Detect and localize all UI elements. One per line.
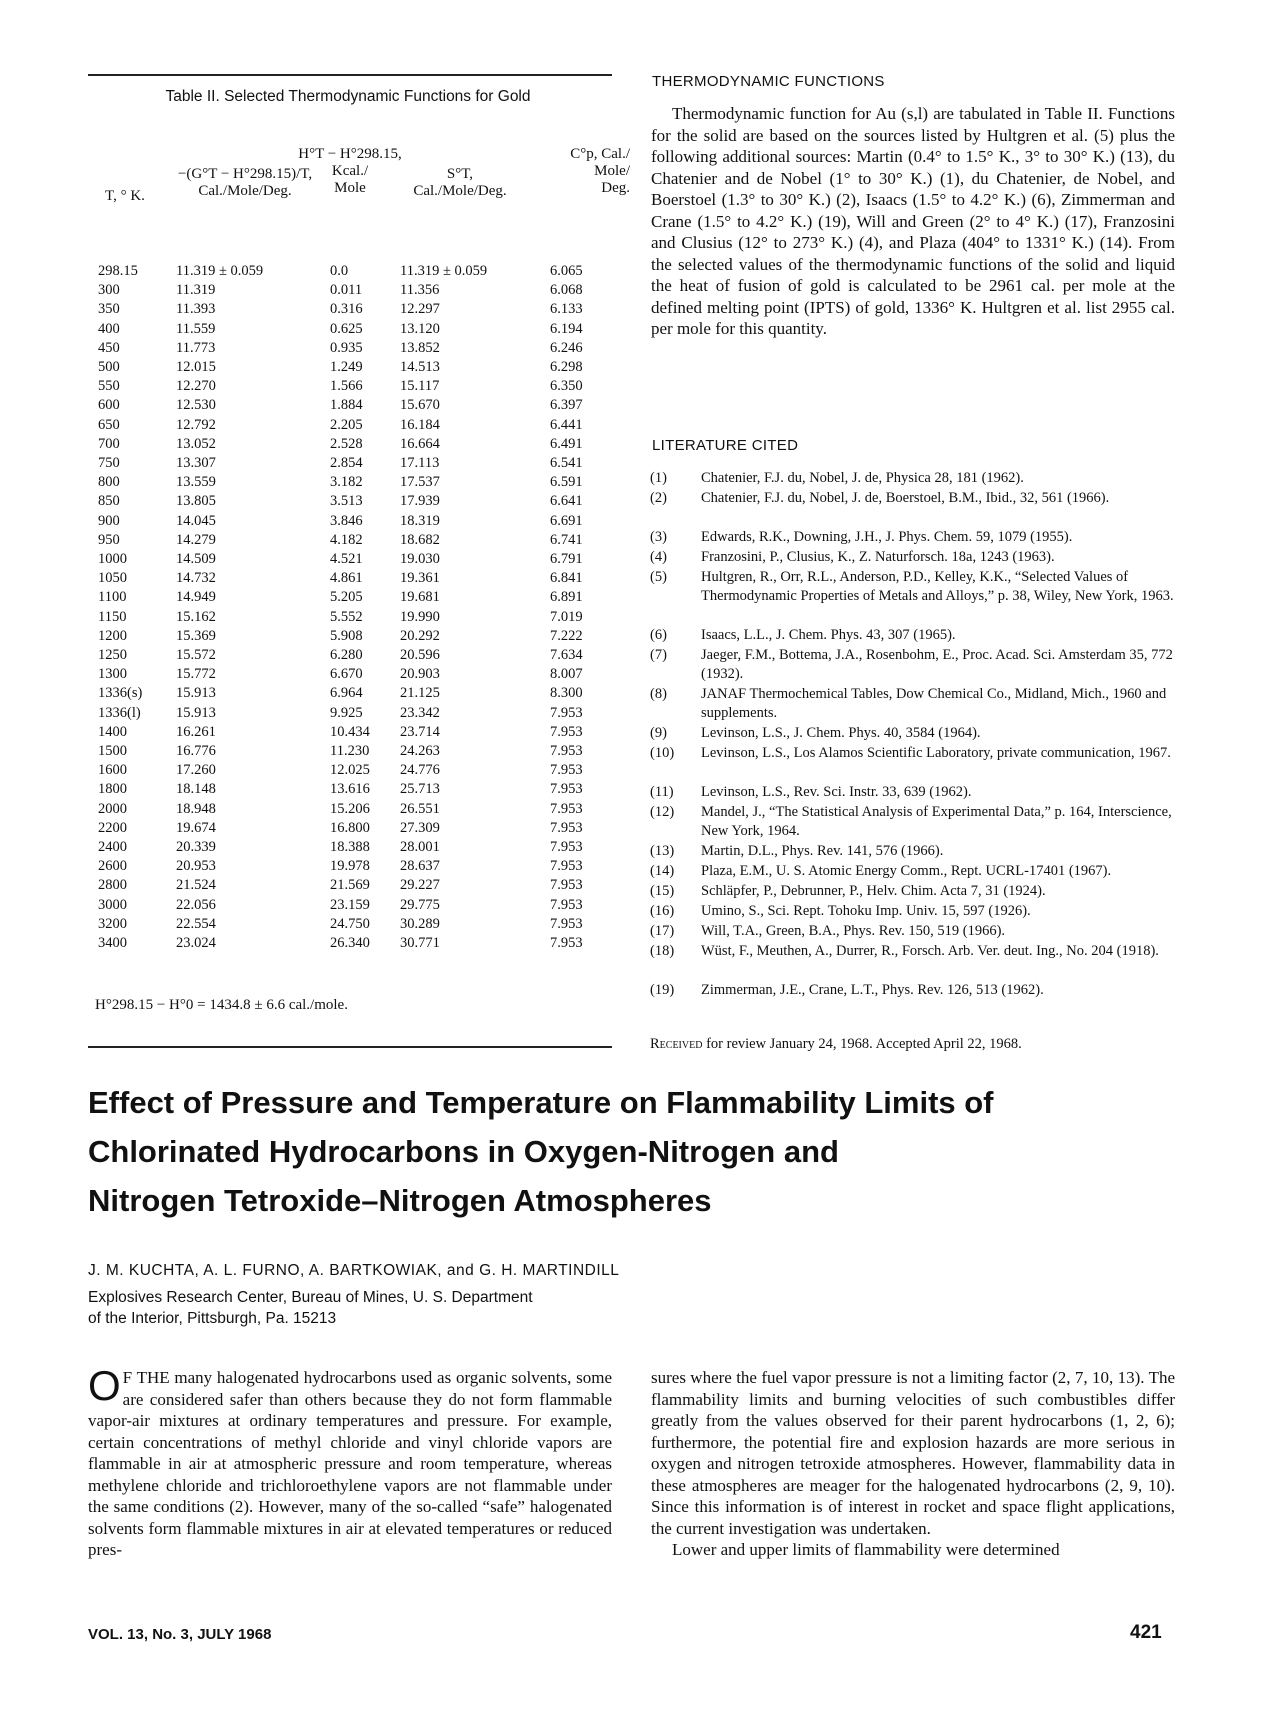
body-right-paragraph-2: Lower and upper limits of flammability were determined xyxy=(672,1540,1060,1559)
table-row xyxy=(0,838,700,857)
table-row xyxy=(0,492,700,511)
table-cell: 6.741 xyxy=(550,531,583,548)
table-row xyxy=(0,569,700,588)
table-cell: 11.319 ± 0.059 xyxy=(176,263,264,279)
table-cell: 1000 xyxy=(98,551,127,567)
thermo-heading: THERMODYNAMIC FUNCTIONS xyxy=(652,73,885,90)
received-text: for review January 24, 1968. Accepted April 22, 1968. xyxy=(706,1036,1022,1052)
table-cell: 12.530 xyxy=(176,397,216,414)
table-cell: 2600 xyxy=(98,858,127,875)
table-cell: 7.953 xyxy=(550,704,583,721)
page-number: 421 xyxy=(1130,1622,1162,1643)
table-row xyxy=(0,800,700,819)
table-row xyxy=(0,857,700,876)
table-cell: 6.065 xyxy=(550,263,583,279)
table-cell: 6.691 xyxy=(550,512,583,529)
table-cell: 11.393 xyxy=(176,301,216,318)
reference-number: (5) xyxy=(650,569,667,585)
table-cell: 18.682 xyxy=(400,531,440,548)
reference-number: (10) xyxy=(650,745,675,761)
table-cell: 450 xyxy=(98,339,120,356)
table-cell: 19.978 xyxy=(330,858,370,875)
table-cell: 26.551 xyxy=(400,800,440,817)
table-cell: 3000 xyxy=(98,896,127,913)
table-row xyxy=(0,531,700,550)
reference-text: Umino, S., Sci. Rept. Tohoku Imp. Univ. 15, 597 (1926). xyxy=(701,903,1031,919)
table-cell: 16.776 xyxy=(176,743,216,759)
table-cell: 3.182 xyxy=(330,474,363,491)
reference-number: (18) xyxy=(650,943,675,959)
table-cell: 14.732 xyxy=(176,570,216,587)
table-row xyxy=(0,435,700,454)
reference-text: Jaeger, F.M., Bottema, J.A., Rosenbohm, E., Proc. Acad. Sci. Amsterdam 35, 772 (1932). xyxy=(701,647,1173,682)
table-cell: 17.113 xyxy=(400,455,440,471)
table-cell: 24.263 xyxy=(400,743,440,759)
table-cell: 2800 xyxy=(98,877,127,894)
affiliation: Explosives Research Center, Bureau of Mines, U. S. Department of the Interior, Pittsburgh, Pa. 15213 xyxy=(88,1289,533,1327)
received-note xyxy=(650,1036,1175,1053)
table-cell: 700 xyxy=(98,435,120,452)
reference-number: (6) xyxy=(650,627,667,643)
table-cell: 6.891 xyxy=(550,589,583,606)
table-cell: 3200 xyxy=(98,915,127,932)
table-cell: 7.222 xyxy=(550,627,583,644)
table-cell: 2200 xyxy=(98,819,127,836)
table-cell: 30.289 xyxy=(400,915,440,932)
received-label: Received xyxy=(650,1036,703,1052)
reference-text: Hultgren, R., Orr, R.L., Anderson, P.D., Kelley, K.K., “Selected Values of Thermodynamic Properties of Metals and Alloys,” p. 38, Wiley, New York, 1963. xyxy=(701,569,1174,604)
table-cell: 17.537 xyxy=(400,474,440,491)
table-row xyxy=(0,723,700,742)
header-enthalpy: H°T − H°298.15, Kcal./ Mole xyxy=(298,146,402,196)
reference-text: Will, T.A., Green, B.A., Phys. Rev. 150, 519 (1966). xyxy=(701,923,1006,939)
table-cell: 24.750 xyxy=(330,915,370,932)
table-cell: 900 xyxy=(98,512,120,529)
table-cell: 20.953 xyxy=(176,858,216,875)
reference-number: (11) xyxy=(650,784,674,800)
reference-number: (1) xyxy=(650,470,667,486)
table-cell: 500 xyxy=(98,359,120,375)
table-cell: 5.908 xyxy=(330,627,363,644)
journal-issue: VOL. 13, No. 3, JULY 1968 xyxy=(88,1626,272,1643)
table-row xyxy=(0,915,700,934)
reference-text: Plaza, E.M., U. S. Atomic Energy Comm., Rept. UCRL-17401 (1967). xyxy=(701,863,1112,879)
table-row xyxy=(0,896,700,915)
table-cell: 7.634 xyxy=(550,647,583,663)
table-cell: 3.513 xyxy=(330,493,363,510)
reference-text: Zimmerman, J.E., Crane, L.T., Phys. Rev. 126, 513 (1962). xyxy=(701,982,1044,998)
reference-number: (3) xyxy=(650,529,667,545)
reference-text: Edwards, R.K., Downing, J.H., J. Phys. Chem. 59, 1079 (1955). xyxy=(701,529,1073,545)
table-row xyxy=(0,761,700,780)
reference-text: Levinson, L.S., Rev. Sci. Instr. 33, 639 (1962). xyxy=(701,784,972,800)
reference-number: (12) xyxy=(650,804,675,820)
table-cell: 1300 xyxy=(98,666,127,683)
table-cell: 1400 xyxy=(98,723,127,740)
table-cell: 17.260 xyxy=(176,762,216,779)
table-cell: 6.670 xyxy=(330,666,363,683)
table-row xyxy=(0,550,700,569)
table-cell: 4.861 xyxy=(330,570,363,587)
table-cell: 7.953 xyxy=(550,935,583,951)
table-cell: 600 xyxy=(98,397,120,414)
table-cell: 12.792 xyxy=(176,416,216,433)
table-cell: 13.052 xyxy=(176,435,216,452)
table-cell: 6.194 xyxy=(550,320,583,337)
table-cell: 800 xyxy=(98,474,120,491)
table-cell: 16.261 xyxy=(176,723,216,740)
header-entropy: S°T, Cal./Mole/Deg. xyxy=(413,166,507,199)
body-right-paragraph-1: sures where the fuel vapor pressure is not a limiting factor (2, 7, 10, 13). The flammability limits and burning velocities of such combustibles differ greatly from the values observed for their parent hydrocarbons (1, 2, 6); furthermore, the potential fire and explosion hazards are more serious in oxygen and nitrogen tetroxide atmospheres. However, flammability data in these atmospheres are meager for the halogenated hydrocarbons (2, 9, 10). Since this information is of interest in rocket and space flight applications, the current investigation was undertaken. xyxy=(651,1368,1175,1538)
table-cell: 16.800 xyxy=(330,819,370,836)
table-row xyxy=(0,358,700,377)
table-cell: 15.117 xyxy=(400,378,440,395)
table-cell: 6.280 xyxy=(330,647,363,663)
header-heat-capacity: C°p, Cal./ Mole/ Deg. xyxy=(570,146,630,196)
table-row xyxy=(0,473,700,492)
table-cell: 28.637 xyxy=(400,858,440,875)
table-cell: 13.616 xyxy=(330,781,370,798)
table-cell: 2000 xyxy=(98,800,127,817)
table-cell: 28.001 xyxy=(400,839,440,855)
table-footnote: H°298.15 − H°0 = 1434.8 ± 6.6 cal./mole. xyxy=(95,997,348,1013)
table-cell: 11.773 xyxy=(176,339,216,356)
table-cell: 7.953 xyxy=(550,858,583,875)
reference-number: (13) xyxy=(650,843,675,859)
table-cell: 18.148 xyxy=(176,781,216,798)
table-cell: 3.846 xyxy=(330,512,363,529)
table-cell: 9.925 xyxy=(330,704,363,721)
table-row xyxy=(0,646,700,665)
table-cell: 21.569 xyxy=(330,877,370,894)
table-cell: 650 xyxy=(98,416,120,433)
reference-number: (17) xyxy=(650,923,675,939)
reference-text: JANAF Thermochemical Tables, Dow Chemical Co., Midland, Mich., 1960 and supplements. xyxy=(701,686,1167,721)
table-cell: 29.775 xyxy=(400,896,440,913)
table-cell: 14.513 xyxy=(400,359,440,375)
table-row xyxy=(0,262,700,281)
table-cell: 11.319 ± 0.059 xyxy=(400,263,488,279)
table-cell: 7.953 xyxy=(550,915,583,932)
table-row xyxy=(0,742,700,761)
table-cell: 19.361 xyxy=(400,570,440,587)
table-cell: 6.246 xyxy=(550,339,583,356)
table-cell: 1336(s) xyxy=(98,685,143,702)
reference-text: Mandel, J., “The Statistical Analysis of Experimental Data,” p. 164, Interscience, New York, 1964. xyxy=(701,804,1172,839)
table-cell: 23.159 xyxy=(330,896,370,913)
table-cell: 13.559 xyxy=(176,474,216,491)
table-cell: 1.884 xyxy=(330,397,363,414)
table-cell: 7.953 xyxy=(550,781,583,798)
table-cell: 17.939 xyxy=(400,493,440,510)
table-cell: 20.292 xyxy=(400,627,440,644)
table-row xyxy=(0,512,700,531)
reference-text: Isaacs, L.L., J. Chem. Phys. 43, 307 (1965). xyxy=(701,627,956,643)
table-cell: 11.356 xyxy=(400,282,440,299)
table-cell: 22.056 xyxy=(176,896,216,913)
table-cell: 14.279 xyxy=(176,531,216,548)
table-cell: 1500 xyxy=(98,743,127,759)
table-cell: 27.309 xyxy=(400,819,440,836)
table-cell: 300 xyxy=(98,282,120,299)
table-row xyxy=(0,684,700,703)
drop-cap: O xyxy=(88,1362,121,1409)
table-cell: 7.953 xyxy=(550,839,583,855)
table-cell: 7.953 xyxy=(550,800,583,817)
table-cell: 15.572 xyxy=(176,647,216,663)
table-cell: 11.319 xyxy=(176,282,216,299)
authors: J. M. KUCHTA, A. L. FURNO, A. BARTKOWIAK, and G. H. MARTINDILL xyxy=(88,1262,620,1279)
reference-text: Martin, D.L., Phys. Rev. 141, 576 (1966). xyxy=(701,843,944,859)
table-row xyxy=(0,454,700,473)
body-left-text: F THE many halogenated hydrocarbons used as organic solvents, some are considered safer than others because they do not form flammable vapor-air mixtures at ordinary temperatures and pressure. For example, certain concentrations of methyl chloride and vinyl chloride vapors are flammable in air at atmospheric pressure and room temperature, whereas methylene chloride and trichloroethylene vapors are not flammable under the same conditions (2). However, many of the so-called “safe” halogenated solvents form flammable mixtures in air at elevated temperatures or reduced pres- xyxy=(88,1368,612,1559)
table-cell: 1336(l) xyxy=(98,704,141,721)
table-cell: 11.230 xyxy=(330,743,370,759)
table-row xyxy=(0,339,700,358)
table-cell: 18.319 xyxy=(400,512,440,529)
table-cell: 6.441 xyxy=(550,416,583,433)
table-row xyxy=(0,819,700,838)
reference-number: (8) xyxy=(650,686,667,702)
table-row xyxy=(0,416,700,435)
table-cell: 29.227 xyxy=(400,877,440,894)
reference-number: (7) xyxy=(650,647,667,663)
table-cell: 0.011 xyxy=(330,282,363,299)
reference-number: (16) xyxy=(650,903,675,919)
table-cell: 2.205 xyxy=(330,416,363,433)
bottom-left-rule xyxy=(88,1046,612,1048)
table-cell: 20.339 xyxy=(176,839,216,855)
table-row xyxy=(0,704,700,723)
table-cell: 23.024 xyxy=(176,935,216,951)
table-row xyxy=(0,665,700,684)
table-cell: 15.369 xyxy=(176,627,216,644)
reference-number: (15) xyxy=(650,883,675,899)
table-cell: 350 xyxy=(98,301,120,318)
table-cell: 5.552 xyxy=(330,608,363,625)
table-cell: 15.913 xyxy=(176,704,216,721)
table-cell: 22.554 xyxy=(176,915,216,932)
table-cell: 8.007 xyxy=(550,666,583,683)
table-cell: 26.340 xyxy=(330,935,370,951)
table-row xyxy=(0,281,700,300)
table-cell: 6.397 xyxy=(550,397,583,414)
table-cell: 10.434 xyxy=(330,723,370,740)
table-row xyxy=(0,780,700,799)
table-cell: 23.342 xyxy=(400,704,440,721)
table-row xyxy=(0,608,700,627)
table-cell: 16.664 xyxy=(400,435,440,452)
table-cell: 1150 xyxy=(98,608,127,625)
literature-heading: LITERATURE CITED xyxy=(652,437,799,454)
table-cell: 8.300 xyxy=(550,685,583,702)
table-cell: 850 xyxy=(98,493,120,510)
table-cell: 15.206 xyxy=(330,800,370,817)
reference-number: (19) xyxy=(650,982,675,998)
reference-text: Wüst, F., Meuthen, A., Durrer, R., Forsch. Arb. Ver. deut. Ing., No. 204 (1918). xyxy=(701,943,1159,959)
table-cell: 24.776 xyxy=(400,762,440,779)
table-cell: 20.596 xyxy=(400,647,440,663)
table-cell: 13.852 xyxy=(400,339,440,356)
reference-text: Schläpfer, P., Debrunner, P., Helv. Chim. Acta 7, 31 (1924). xyxy=(701,883,1046,899)
table-cell: 550 xyxy=(98,378,120,395)
table-cell: 1800 xyxy=(98,781,127,798)
table-cell: 15.913 xyxy=(176,685,216,702)
body-left-column xyxy=(88,1362,612,1561)
thermo-paragraph: Thermodynamic function for Au (s,l) are tabulated in Table II. Functions for the solid are based on the sources listed by Hultgren et al. (5) plus the following additional sources: Martin (0.4° to 1.5° K., 3° to 30° K.) (13), du Chatenier and de Nobel (1° to 30° K.) (1), du Chatenier, de Nobel, and Boerstoel (1.3° to 30° K.) (2), Isaacs (1.5° to 4.2° K.) (6), Zimmerman and Crane (1.5° to 4.2° K.) (19), Will and Green (2° to 4° K.) (17), Franzosini and Clusius (12° to 273° K.) (4), and Plaza (404° to 1331° K.) (14). From the selected values of the thermodynamic functions of the solid and liquid the heat of fusion of gold is calculated to be 2961 cal. per mole at the defined melting point (IPTS) of gold, 1336° K. Hultgren et al. list 2955 cal. per mole for this quantity. xyxy=(651,104,1175,338)
table-cell: 7.953 xyxy=(550,819,583,836)
table-cell: 14.949 xyxy=(176,589,216,606)
table-cell: 14.509 xyxy=(176,551,216,567)
table-cell: 13.307 xyxy=(176,455,216,471)
table-cell: 13.805 xyxy=(176,493,216,510)
table-cell: 3400 xyxy=(98,935,127,951)
table-cell: 5.205 xyxy=(330,589,363,606)
table-cell: 6.841 xyxy=(550,570,583,587)
table-row xyxy=(0,300,700,319)
table-row xyxy=(0,377,700,396)
header-temperature: T, ° K. xyxy=(105,188,145,204)
table-cell: 21.524 xyxy=(176,877,216,894)
reference-text: Levinson, L.S., J. Chem. Phys. 40, 3584 (1964). xyxy=(701,725,981,741)
table-cell: 6.641 xyxy=(550,493,583,510)
table-cell: 950 xyxy=(98,531,120,548)
table-cell: 6.068 xyxy=(550,282,583,299)
table-row xyxy=(0,588,700,607)
reference-text: Levinson, L.S., Los Alamos Scientific Laboratory, private communication, 1967. xyxy=(701,745,1171,761)
article-title: Effect of Pressure and Temperature on Flammability Limits of Chlorinated Hydrocarbons in Oxygen-Nitrogen and Nitrogen Tetroxide–Nitrogen Atmospheres xyxy=(88,1085,994,1218)
table-cell: 15.162 xyxy=(176,608,216,625)
table-row xyxy=(0,627,700,646)
reference-text: Chatenier, F.J. du, Nobel, J. de, Boerstoel, B.M., Ibid., 32, 561 (1966). xyxy=(701,490,1110,506)
reference-number: (9) xyxy=(650,725,667,741)
table-cell: 6.541 xyxy=(550,455,583,471)
table-cell: 6.791 xyxy=(550,551,583,567)
table-cell: 2.528 xyxy=(330,435,363,452)
table-row xyxy=(0,320,700,339)
reference-text: Franzosini, P., Clusius, K., Z. Naturforsch. 18a, 1243 (1963). xyxy=(701,549,1055,565)
table-cell: 18.388 xyxy=(330,839,370,855)
table-cell: 298.15 xyxy=(98,263,138,279)
table-row xyxy=(0,396,700,415)
table-cell: 6.298 xyxy=(550,359,583,375)
table-cell: 30.771 xyxy=(400,935,440,951)
table-cell: 25.713 xyxy=(400,781,440,798)
table-cell: 15.670 xyxy=(400,397,440,414)
reference-number: (14) xyxy=(650,863,675,879)
table-cell: 16.184 xyxy=(400,416,440,433)
table-cell: 1.566 xyxy=(330,378,363,395)
table-cell: 14.045 xyxy=(176,512,216,529)
table-cell: 1600 xyxy=(98,762,127,779)
table-cell: 1250 xyxy=(98,647,127,663)
table-cell: 400 xyxy=(98,320,120,337)
table-cell: 12.297 xyxy=(400,301,440,318)
table-cell: 750 xyxy=(98,455,120,471)
table-cell: 7.953 xyxy=(550,762,583,779)
reference-number: (2) xyxy=(650,490,667,506)
table-cell: 1100 xyxy=(98,589,127,606)
header-free-energy: −(G°T − H°298.15)/T, Cal./Mole/Deg. xyxy=(177,166,313,199)
table-row xyxy=(0,934,700,953)
table-cell: 19.681 xyxy=(400,589,440,606)
table-cell: 13.120 xyxy=(400,320,440,337)
table-cell: 23.714 xyxy=(400,723,440,740)
table-cell: 1200 xyxy=(98,627,127,644)
table-cell: 12.015 xyxy=(176,359,216,375)
table-cell: 19.990 xyxy=(400,608,440,625)
table-cell: 19.674 xyxy=(176,819,216,836)
table-cell: 2.854 xyxy=(330,455,363,471)
table-cell: 12.270 xyxy=(176,378,216,395)
table-row xyxy=(0,876,700,895)
table-cell: 0.316 xyxy=(330,301,363,318)
table-cell: 7.953 xyxy=(550,877,583,894)
table-cell: 18.948 xyxy=(176,800,216,817)
table-cell: 6.591 xyxy=(550,474,583,491)
table-cell: 4.182 xyxy=(330,531,363,548)
table-cell: 12.025 xyxy=(330,762,370,779)
reference-text: Chatenier, F.J. du, Nobel, J. de, Physica 28, 181 (1962). xyxy=(701,470,1024,486)
table-cell: 6.491 xyxy=(550,435,583,452)
table-cell: 11.559 xyxy=(176,320,216,337)
table-cell: 0.0 xyxy=(330,263,349,279)
table-cell: 2400 xyxy=(98,839,127,855)
top-left-rule xyxy=(88,74,612,76)
table-cell: 7.953 xyxy=(550,743,583,759)
table-cell: 19.030 xyxy=(400,551,440,567)
table-caption: Table II. Selected Thermodynamic Functions for Gold xyxy=(165,88,531,105)
table-cell: 15.772 xyxy=(176,666,216,683)
table-cell: 4.521 xyxy=(330,551,363,567)
table-cell: 21.125 xyxy=(400,685,440,702)
body-right-column xyxy=(651,1367,1175,1561)
table-cell: 1.249 xyxy=(330,359,363,375)
table-cell: 1050 xyxy=(98,570,127,587)
table-cell: 7.953 xyxy=(550,723,583,740)
table-cell: 6.350 xyxy=(550,378,583,395)
reference-number: (4) xyxy=(650,549,667,565)
table-cell: 6.964 xyxy=(330,685,363,702)
table-cell: 20.903 xyxy=(400,666,440,683)
table-cell: 0.625 xyxy=(330,320,363,337)
table-cell: 7.953 xyxy=(550,896,583,913)
table-cell: 7.019 xyxy=(550,608,583,625)
table-cell: 6.133 xyxy=(550,301,583,318)
table-cell: 0.935 xyxy=(330,339,363,356)
